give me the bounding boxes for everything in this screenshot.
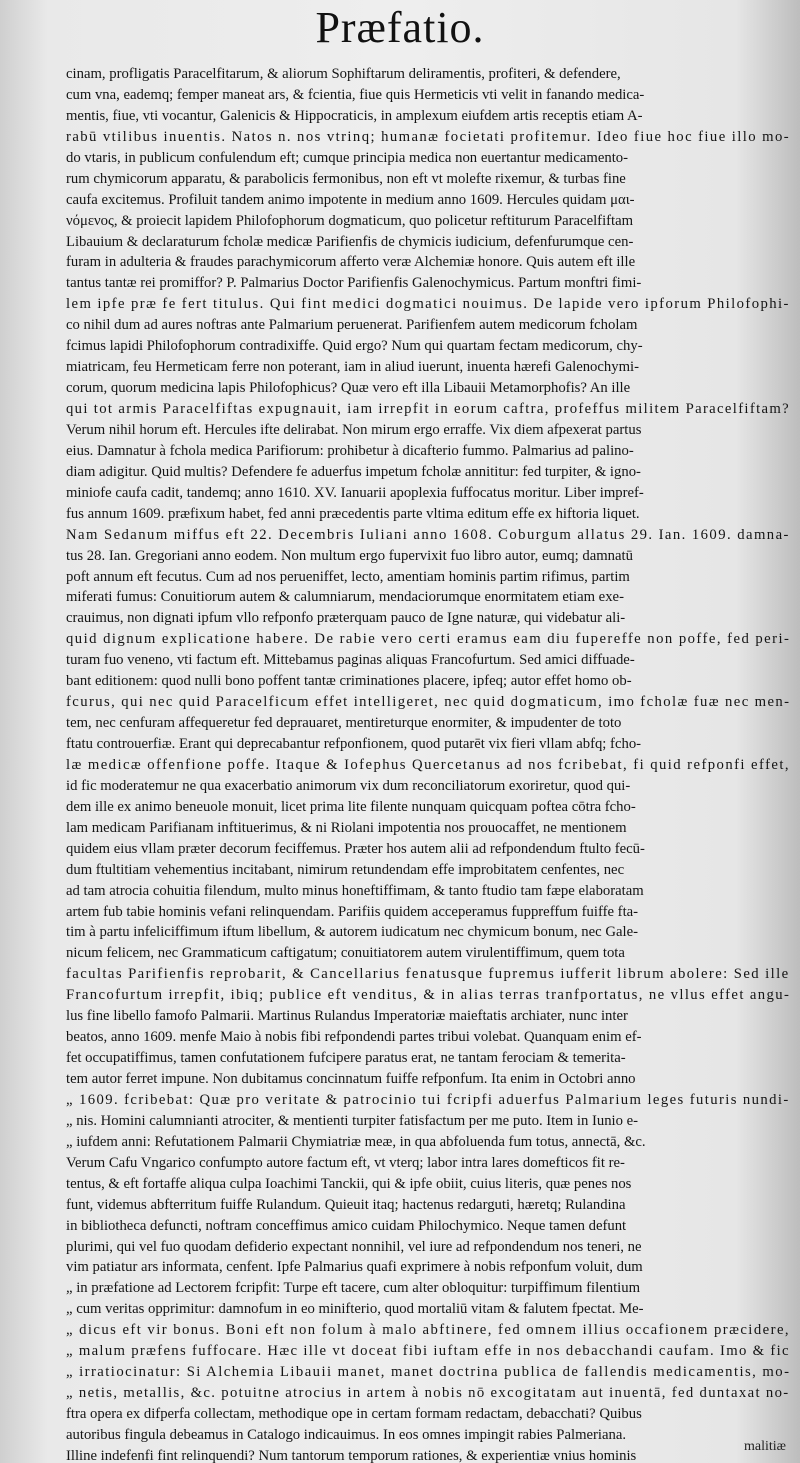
text-line: caufa excitemus. Profiluit tandem animo impotente in medium anno 1609. Hercules quidam μαι-	[66, 191, 635, 208]
text-line: quidem eius vllam præter decorum feciffemus. Præter hos autem alii ad refpondendum ftulto fecū-	[66, 840, 645, 857]
text-line: lus fine libello famofo Palmarii. Martinus Rulandus Imperatoriæ maieftatis archiater, nunc inter	[66, 1008, 628, 1025]
text-line: dem ille ex animo beneuole monuit, licet prima lite filente nunquam quicquam poftea cōtra fcho-	[66, 798, 636, 815]
text-line: lam medicam Parifianam inftituerimus, & ni Riolani impotentia nos prouocaffet, ne mentionem	[66, 819, 627, 836]
text-line: furam in adulteria & fraudes parachymicorum afferto veræ Alchemiæ honore. Quis autem eft ille	[66, 254, 636, 271]
text-line: tantus tantæ rei promiffor? P. Palmarius Doctor Parifienfis Galenochymicus. Partum monftri fimi-	[66, 275, 642, 292]
text-line: ftatu controuerfiæ. Erant qui deprecabantur refponfionem, quod putarēt vix fieri vllam abfq; fcho-	[66, 736, 642, 752]
text-line: Libauium & declaraturum fcholæ medicæ Parifienfis de chymicis iudicium, defenfurumque cen-	[66, 233, 634, 250]
text-line: Illine indefenfi fint relinquendi? Num tantorum temporum rationes, & experientiæ vnius hominis	[66, 1447, 637, 1463]
text-line: autoribus fingula debeamus in Catalogo indicauimus. In eos omnes impingit rabies Palmeriana.	[66, 1426, 627, 1443]
text-line: poft annum eft fecutus. Cum ad nos perueniffet, lecto, amentiam hominis partim rifimus, partim	[66, 568, 630, 585]
text-line: funt, videmus abfterritum fuiffe Rulandum. Quieuit itaq; hactenus redarguti, hæretq; Rulandina	[66, 1196, 626, 1213]
text-line: bant editionem: quod nulli bono poffent tantæ criminationes placere, ipfeq; autor effet homo ob-	[66, 673, 632, 690]
body-text	[66, 64, 790, 1463]
text-line: id fic moderatemur ne qua exacerbatio animorum vix dum reconciliatorum exoriretur, quod qui-	[66, 777, 631, 794]
text-line: „ iufdem anni: Refutationem Palmarii Chymiatriæ meæ, in qua abfoluenda fum totus, annectā, &c.	[66, 1133, 646, 1150]
text-line: nicum felicem, nec Grammaticum caftigatum; conuitiatorem autem virulentiffimum, quem tota	[66, 945, 625, 962]
text-line: „ irratiocinatur: Si Alchemia Libauii manet, manet doctrina publica de fallendis medicamentis, mo-	[66, 1364, 790, 1381]
text-line: ftra opera ex difperfa collectam, methodique ope in certam formam redactam, debacchati? Quibus	[66, 1406, 642, 1422]
text-line: facultas Parifienfis reprobarit, & Cancellarius fenatusque fupremus iufferit librum abolere: Sed ille	[66, 966, 790, 983]
text-line: „ cum veritas opprimitur: damnofum in eo minifterio, quod mortaliū vitam & falutem fpectat. Me-	[66, 1301, 644, 1318]
catchword: malitiæ	[744, 1439, 786, 1454]
page-heading: Præfatio.	[315, 3, 485, 52]
text-line: „ in præfatione ad Lectorem fcripfit: Turpe eft tacere, cum alter obloquitur: turpiffimum filentium	[66, 1280, 641, 1297]
text-line: crauimus, non dignati ipfum vllo refponfo præterquam pauco de Igne naturæ, qui videbatur ali-	[66, 610, 626, 627]
text-line: rabū vtilibus inuentis. Natos n. nos vtrinq; humanæ focietati profitemur. Ideo fiue hoc fiue illo mo-	[66, 128, 790, 145]
text-line: tus 28. Ian. Gregoriani anno eodem. Non multum ergo fupervixit fuo libro autor, eumq; damnatū	[66, 547, 633, 564]
text-line: qui tot armis Paracelfiftas expugnauit, iam irrepfit in eorum caftra, profeffus militem Paracelfiftam?	[66, 401, 790, 417]
text-line: fcimus lapidi Philofophorum contradixiffe. Quid ergo? Num qui quartam fectam medicorum, chy-	[66, 338, 643, 355]
text-line: „ malum præfens fuffocare. Hæc ille vt doceat fibi iuftam effe in nos debacchandi caufam. Imo & fic	[66, 1343, 790, 1360]
text-line: miatricam, feu Hermeticam ferre non poterant, iam in aliud iuerunt, inuenta hærefi Galenochymi-	[66, 359, 640, 376]
text-line: dum ftultitiam vehementius incitabant, nimirum retundendam effe improbitatem cenfentes, nec	[66, 861, 625, 878]
text-line: fus annum 1609. præfixum habet, fed anni præcedentis parte vltima editum effe ex hiftoria liquet.	[66, 505, 640, 522]
text-line: artem fub tabie hominis vefani relinquendam. Parifiis quidem acceperamus fuppreffum fuiffe fta-	[66, 903, 639, 920]
text-line: plurimi, qui vel fuo quodam defiderio expectant nonnihil, vel iure ad refpondendum nos teneri, ne	[66, 1238, 642, 1255]
text-line: tim à partu infeliciffimum iftum libellum, & autorem iudicatum nec chymicum bonum, nec Gale-	[66, 924, 638, 941]
text-line: co nihil dum ad aures noftras ante Palmarium peruenerat. Parifienfem autem medicorum fcholam	[66, 317, 638, 334]
text-line: νόμενος, & proiecit lapidem Philofophorum dogmaticum, quo policetur reftiturum Paracelfiftam	[66, 212, 634, 229]
text-line: Verum nihil horum eft. Hercules ifte delirabat. Non mirum ergo erraffe. Vix diem afpexerat partus	[66, 421, 642, 438]
text-line: Francofurtum irrepfit, ibiq; publice eft venditus, & in alias terras tranfportatus, ne vllus effet angu-	[66, 987, 790, 1004]
text-line: lem ipfe præ fe fert titulus. Qui fint medici dogmatici nouimus. De lapide vero ipforum Philofophi-	[66, 296, 790, 313]
text-line: miniofe caufa cadit, tandemq; anno 1610. XV. Ianuarii apoplexia fuffocatus moritur. Liber impref-	[66, 484, 644, 501]
text-line: tentus, & eft fortaffe aliqua culpa Ioachimi Tanckii, qui & ipfe obiit, cuius literis, quæ penes nos	[66, 1175, 632, 1192]
text-line: „ netis, metallis, &c. potuitne atrocius in artem à nobis nō excogitatam aut inuentā, fed duntaxat no-	[66, 1385, 790, 1402]
text-line: beatos, anno 1609. menfe Maio à nobis fibi refpondendi partes tribui volebat. Quanquam enim ef-	[66, 1029, 642, 1046]
text-line: quid dignum explicatione habere. De rabie vero certi eramus eam diu fupereffe non poffe, fed peri-	[66, 631, 790, 648]
text-line: ad tam atrocia cohuitia filendum, multo minus honeftiffimam, & tanto ftudio tam fæpe elaboratam	[66, 882, 644, 899]
text-line: tem, nec cenfuram affequeretur fed deprauaret, mentireturque enormiter, & impudenter de toto	[66, 715, 622, 732]
text-line: cum vna, eademq; femper maneat ars, & fcientia, fiue quis Hermeticis vti velit in fanando medica-	[66, 86, 645, 103]
text-line: Verum Cafu Vngarico confumpto autore factum eft, vt vterq; labor intra lares domefticos fit re-	[66, 1154, 625, 1171]
text-line: fcurus, qui nec quid Paracelficum effet intelligeret, nec quid dogmaticum, imo fcholæ fuæ nec men-	[66, 694, 790, 711]
text-line: læ medicæ offenfione poffe. Itaque & Iofephus Quercetanus ad nos fcribebat, fi quid refponfi effet,	[66, 756, 790, 773]
text-line: tem autor ferret impune. Non dubitamus concinnatum fuiffe refponfum. Ita enim in Octobri anno	[66, 1071, 636, 1087]
text-line: „ 1609. fcribebat: Quæ pro veritate & patrocinio tui fcripfi aduerfus Palmarium leges futuris nundi-	[66, 1091, 790, 1108]
text-line: miferati fumus: Conuitiorum autem & calumniarum, mendaciorumque enormitatem etiam exe-	[66, 589, 624, 606]
text-line: diam adigitur. Quid multis? Defendere fe aduerfus impetum fcholæ annititur: fed turpiter, & igno-	[66, 463, 641, 480]
text-line: in bibliotheca defuncti, noftram conceffimus amico cuidam Philochymico. Neque tamen defunt	[66, 1217, 627, 1234]
text-line: corum, quorum medicina lapis Philofophicus? Quæ vero eft illa Libauii Metamorphofis? An ille	[66, 380, 631, 397]
text-line: do vtaris, in publicum confulendum eft; cumque principia medica non euertantur medicamento-	[66, 149, 629, 166]
text-line: turam fuo veneno, vti factum eft. Mittebamus paginas aliquas Francofurtum. Sed amici diffuade-	[66, 652, 635, 669]
text-line: eius. Damnatur à fchola medica Parifiorum: prohibetur à dicafterio fummo. Palmarius ad palino-	[66, 442, 634, 459]
text-line: Nam Sedanum miffus eft 22. Decembris Iuliani anno 1608. Coburgum allatus 29. Ian. 1609. damna-	[66, 526, 790, 543]
text-line: vim patiatur ars informata, cenfent. Ipfe Palmarius quafi exprimere à nobis refponfum voluit, dum	[66, 1259, 643, 1276]
text-line: cinam, profligatis Paracelfitarum, & aliorum Sophiftarum deliramentis, profiteri, & defendere,	[66, 66, 621, 82]
text-line: rum chymicorum apparatu, & parabolicis fermonibus, non eft vt molefte rixemur, & turbas fine	[66, 170, 626, 187]
text-line: „ dicus eft vir bonus. Boni eft non folum à malo abftinere, fed omnem illius occafionem præcidere,	[66, 1322, 790, 1339]
text-line: mentis, fiue, vti vocantur, Galenicis & Hippocraticis, in amplexum eiufdem artis receptis etiam A-	[66, 107, 643, 124]
text-line: „ nis. Homini calumnianti atrociter, & mentienti turpiter fatisfactum per me puto. Item in Iunio e-	[66, 1112, 639, 1129]
text-line: fet occupatiffimus, tamen confutationem fufcipere paratus erat, ne tantam ferociam & temerita-	[66, 1050, 626, 1067]
